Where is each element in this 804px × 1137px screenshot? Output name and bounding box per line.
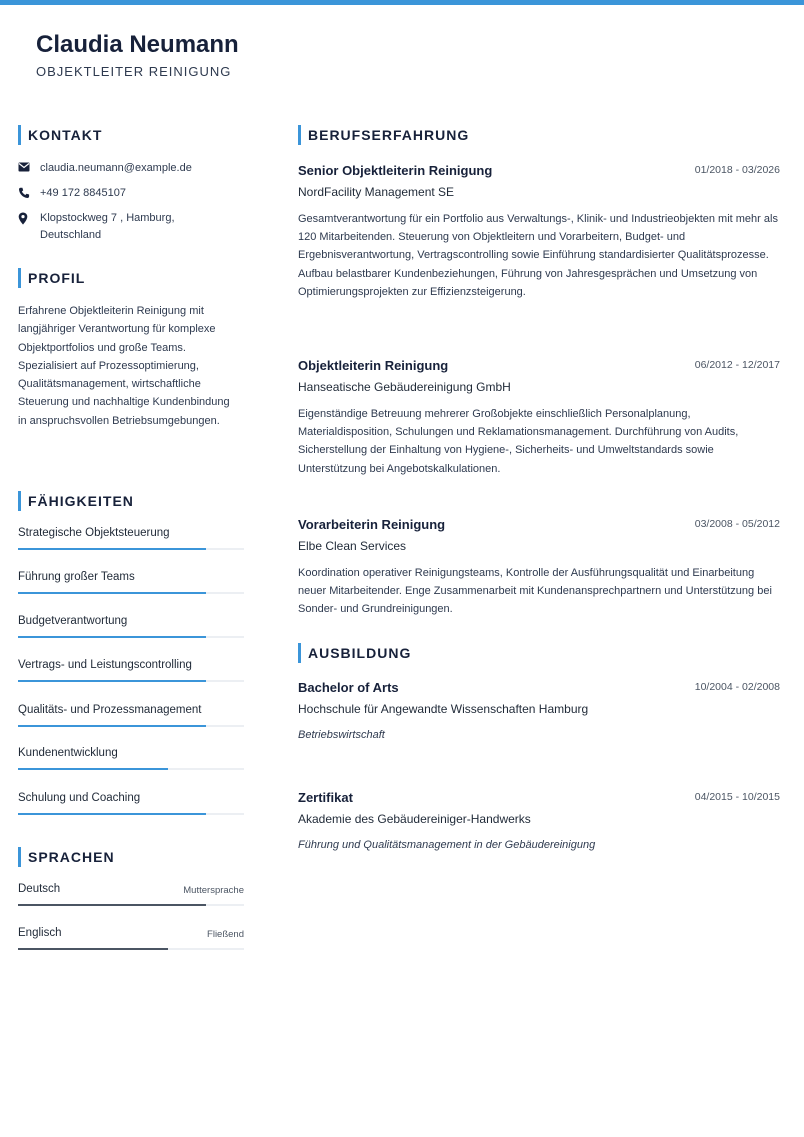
education-degree: Zertifikat: [298, 790, 353, 805]
skill-bar-track: [18, 768, 244, 770]
experience-role: Senior Objektleiterin Reinigung: [298, 163, 493, 178]
language-bar-track: [18, 904, 244, 906]
skill-bar-fill: [18, 768, 168, 770]
language-label: Deutsch: [18, 883, 61, 895]
language-bar-fill: [18, 904, 206, 906]
skill-item: [18, 747, 244, 777]
contact-email-text: claudia.neumann@example.de: [40, 162, 192, 174]
education-institution: Hochschule für Angewandte Wissenschaften Hamburg: [298, 702, 589, 716]
job-title: OBJEKTLEITER REINIGUNG: [36, 64, 232, 79]
experience-dates: 01/2018 - 03/2026: [694, 164, 780, 176]
skill-label: Qualitäts- und Prozessmanagement: [18, 704, 202, 716]
candidate-name: Claudia Neumann: [36, 31, 239, 58]
section-title-skills: FÄHIGKEITEN: [18, 491, 134, 511]
language-label: Englisch: [18, 927, 62, 939]
experience-company: Hanseatische Gebäudereinigung GmbH: [298, 380, 511, 394]
education-institution: Akademie des Gebäudereiniger-Handwerks: [298, 812, 531, 826]
skill-bar-fill: [18, 636, 206, 638]
skill-bar-fill: [18, 548, 206, 550]
skill-item: [18, 615, 244, 645]
experience-dates: 03/2008 - 05/2012: [694, 518, 780, 530]
education-field: Betriebswirtschaft: [298, 729, 385, 741]
contact-email[interactable]: [18, 160, 210, 177]
experience-company: NordFacility Management SE: [298, 185, 455, 199]
experience-description: Eigenständige Betreuung mehrerer Großobjekte einschließlich Personalplanung, Materialdisposition, Schulungen und Reklamationsmanagement. Durchführung von Audits, Sicherstellung der Einhaltung von Hygiene-, Sicherheits- und Umweltstandards sowie Unterstützung bei Angebotskalkulationen.: [298, 408, 739, 475]
education-degree: Bachelor of Arts: [298, 680, 399, 695]
skill-label: Führung großer Teams: [18, 571, 135, 583]
experience-entry: [298, 517, 780, 627]
section-title-experience: BERUFSERFAHRUNG: [298, 125, 469, 145]
section-title-education: AUSBILDUNG: [298, 643, 411, 663]
contact-phone-text: +49 172 8845107: [40, 187, 126, 199]
skill-bar-fill: [18, 813, 206, 815]
experience-role: Vorarbeiterin Reinigung: [298, 517, 446, 532]
education-entry: [298, 790, 780, 860]
skill-label: Strategische Objektsteuerung: [18, 527, 170, 539]
experience-entry: [298, 358, 780, 488]
map-pin-icon: [18, 210, 40, 244]
skill-item: [18, 792, 244, 822]
experience-description: Koordination operativer Reinigungsteams, Kontrolle der Ausführungsqualität und Einarbeitung neuer Mitarbeitender. Enge Zusammenarbeit mit Kundenansprechpartnern und Unterstützung bei Sonder- und Grundreinigungen.: [298, 567, 772, 616]
skill-item: [18, 527, 244, 557]
experience-dates: 06/2012 - 12/2017: [694, 359, 780, 371]
skill-label: Schulung und Coaching: [18, 792, 141, 804]
language-bar-fill: [18, 948, 168, 950]
skill-bar-fill: [18, 680, 206, 682]
skill-item: [18, 571, 244, 601]
envelope-icon: [18, 160, 40, 177]
profile-text: Erfahrene Objektleiterin Reinigung mit langjähriger Verantwortung für komplexe Objektportfolios und große Teams. Spezialisiert auf Prozessoptimierung, Qualitätsmanagement, wirtschaftliche Steuerung und nachhaltige Kundenbindung in anspruchsvollen Betriebsumgebungen.: [18, 305, 230, 427]
skill-bar-track: [18, 548, 244, 550]
contact-phone[interactable]: [18, 185, 210, 202]
experience-company: Elbe Clean Services: [298, 539, 407, 553]
experience-role: Objektleiterin Reinigung: [298, 358, 449, 373]
section-title-languages: SPRACHEN: [18, 847, 115, 867]
contact-address-text: Klopstockweg 7 , Hamburg, Deutschland: [40, 212, 175, 241]
section-title-profile: PROFIL: [18, 268, 85, 288]
language-level: Fließend: [207, 929, 244, 940]
skill-bar-track: [18, 813, 244, 815]
language-item: [18, 927, 244, 957]
language-item: [18, 883, 244, 913]
language-bar-track: [18, 948, 244, 950]
phone-icon: [18, 185, 40, 202]
skill-bar-track: [18, 680, 244, 682]
contact-address: [18, 210, 210, 244]
section-title-contact: KONTAKT: [18, 125, 102, 145]
skill-bar-track: [18, 592, 244, 594]
resume-header: [36, 30, 239, 79]
skill-label: Kundenentwicklung: [18, 747, 118, 759]
education-dates: 10/2004 - 02/2008: [694, 681, 780, 693]
education-entry: [298, 680, 780, 750]
skill-bar-track: [18, 725, 244, 727]
experience-entry: [298, 163, 780, 323]
experience-description: Gesamtverantwortung für ein Portfolio aus Verwaltungs-, Klinik- und Industrieobjekten mit mehr als 120 Mitarbeitenden. Steuerung von Objektleitern und Vorarbeitern, Budget- und Ergebnisverantwortung, Vertragscontrolling sowie Einführung standardisierter Qualitätsprozesse. Aufbau belastbarer Kundenbeziehungen, Führung von Jahresgesprächen und Umsetzung von Optimierungsprojekten zur Effizienzsteigerung.: [298, 213, 778, 298]
top-accent-bar: [0, 0, 804, 5]
skill-bar-track: [18, 636, 244, 638]
skill-label: Budgetverantwortung: [18, 615, 128, 627]
skill-bar-fill: [18, 725, 206, 727]
skill-item: [18, 704, 244, 734]
language-level: Muttersprache: [183, 885, 244, 896]
education-field: Führung und Qualitätsmanagement in der Gebäudereinigung: [298, 839, 596, 851]
skill-bar-fill: [18, 592, 206, 594]
skill-label: Vertrags- und Leistungscontrolling: [18, 659, 192, 671]
education-dates: 04/2015 - 10/2015: [694, 791, 780, 803]
skill-item: [18, 659, 244, 689]
